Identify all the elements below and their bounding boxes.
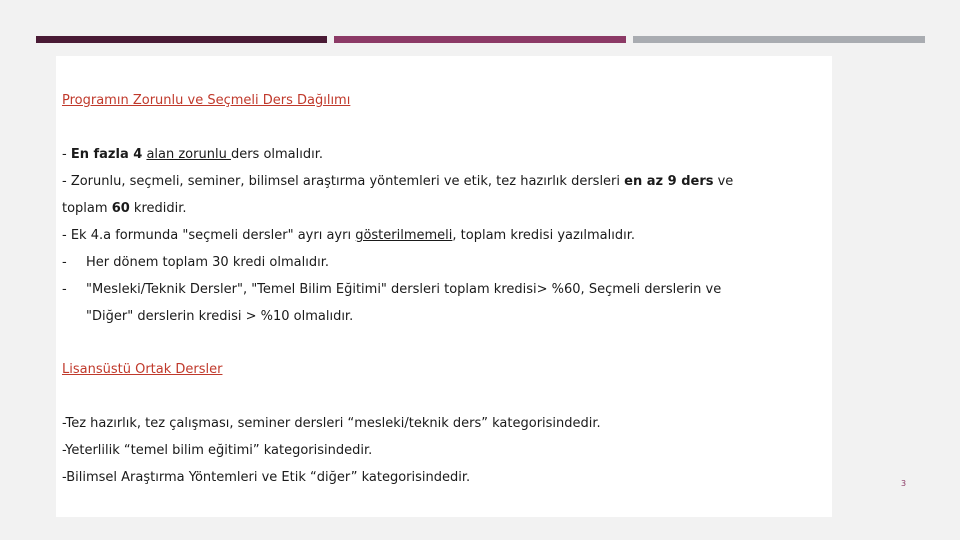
header-bar-gray	[633, 36, 925, 43]
quoted-text: "Temel Bilim Eğitimi"	[251, 282, 387, 297]
bullet-text-2-continued	[86, 309, 353, 325]
header-bar-dark	[36, 36, 327, 43]
page-number: 3	[901, 479, 907, 488]
quoted-text: "seçmeli dersler"	[182, 228, 294, 243]
text: toplam	[62, 201, 112, 216]
rule-line-4	[62, 228, 635, 244]
bullet-text-1: Her dönem toplam 30 kredi olmalıdır.	[86, 255, 329, 270]
text: ,	[242, 282, 252, 297]
quoted-text: "Diğer"	[86, 309, 134, 324]
text: , toplam kredisi yazılmalıdır.	[452, 228, 636, 243]
course-line-2: -Yeterlilik “temel bilim eğitimi” kategorisindedir.	[62, 443, 373, 458]
bold-text: en az 9 ders	[624, 174, 714, 189]
bullet-text-2	[86, 282, 721, 298]
slide-content	[56, 56, 832, 517]
bullet-dash: -	[62, 282, 67, 297]
rule-line-1	[62, 147, 323, 163]
rule-line-2	[62, 174, 733, 190]
text: kredidir.	[129, 201, 187, 216]
text: ve	[713, 174, 734, 189]
underlined-text: alan zorunlu	[146, 147, 231, 162]
bold-text: En fazla 4	[70, 147, 143, 162]
course-line-1: -Tez hazırlık, tez çalışması, seminer dersleri “mesleki/teknik ders” kategorisindedir.	[62, 416, 601, 431]
text: derslerin kredisi > %10 olmalıdır.	[133, 309, 354, 324]
header-bar-accent	[334, 36, 626, 43]
course-line-3: -Bilimsel Araştırma Yöntemleri ve Etik “diğer” kategorisindedir.	[62, 470, 471, 485]
bold-text: 60	[111, 201, 130, 216]
text: dersleri toplam kredisi> %60, Seçmeli derslerin ve	[386, 282, 722, 297]
text: - Ek 4.a formunda	[62, 228, 183, 243]
text: ders olmalıdır.	[230, 147, 324, 162]
text: -	[62, 147, 71, 162]
underlined-text: gösterilmemeli	[355, 228, 453, 243]
rule-line-3	[62, 201, 187, 217]
text: - Zorunlu, seçmeli, seminer, bilimsel araştırma yöntemleri ve etik, tez hazırlık dersleri	[62, 174, 625, 189]
section-heading-common-courses: Lisansüstü Ortak Dersler	[62, 362, 223, 377]
quoted-text: "Mesleki/Teknik Dersler"	[86, 282, 243, 297]
text: ayrı ayrı	[293, 228, 356, 243]
bullet-dash: -	[62, 255, 67, 270]
section-heading-program: Programın Zorunlu ve Seçmeli Ders Dağılımı	[62, 93, 351, 108]
